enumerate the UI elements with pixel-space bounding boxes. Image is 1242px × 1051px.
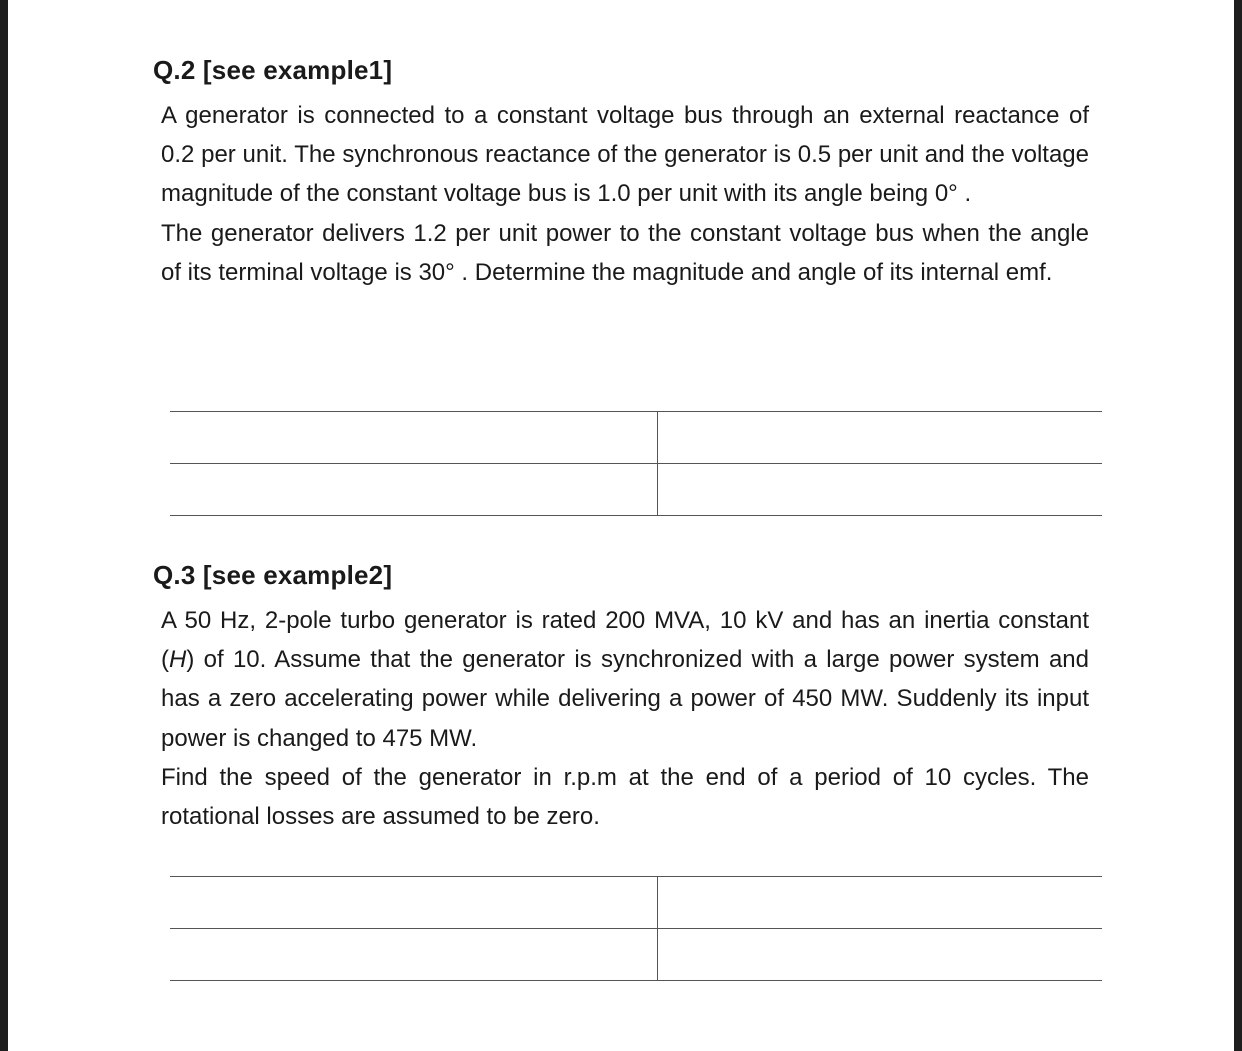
question-2-paragraph-1: A generator is connected to a constant voltage bus through an external reactance of 0.2 per unit. The synchronous reactance of the generator is 0.5 per unit and the voltage magnitude of the constant voltage bus is 1.0 per unit with its angle being 0° . [161, 102, 1089, 208]
inertia-symbol: H [169, 646, 187, 674]
answer-cell-r2-c2[interactable] [658, 929, 1102, 980]
table-rule-bottom [170, 515, 1102, 516]
answer-cell-r2-c1[interactable] [170, 929, 657, 980]
answer-cell-r1-c2[interactable] [658, 412, 1102, 463]
document-page [8, 0, 1234, 1051]
question-2-answer-table [170, 411, 1102, 515]
answer-cell-r2-c1[interactable] [170, 464, 657, 515]
question-3-answer-table [170, 876, 1102, 980]
answer-cell-r1-c1[interactable] [170, 412, 657, 463]
question-3-text-a: A 50 Hz, 2-pole turbo generator is rated 200 MVA, 10 kV and has an inertia constant ( [161, 607, 1089, 674]
answer-cell-r1-c1[interactable] [170, 877, 657, 928]
question-3-paragraph-2: Find the speed of the generator in r.p.m at the end of a period of 10 cycles. The rotational losses are assumed to be zero. [161, 763, 1089, 831]
question-3-heading: Q.3 [see example2] [153, 560, 393, 590]
question-2-heading: Q.2 [see example1] [153, 55, 393, 85]
question-2-paragraph-2: The generator delivers 1.2 per unit power to the constant voltage bus when the angle of its terminal voltage is 30° . Determine the magnitude and angle of its internal emf. [161, 219, 1089, 286]
question-3-paragraph-1 [161, 601, 1089, 758]
answer-cell-r2-c2[interactable] [658, 464, 1102, 515]
table-rule-bottom [170, 980, 1102, 981]
answer-cell-r1-c2[interactable] [658, 877, 1102, 928]
question-3-text-b: ) of 10. Assume that the generator is synchronized with a large power system and has a zero accelerating power while delivering a power of 450 MW. Suddenly its input power is changed to 475 MW. [161, 646, 1089, 752]
question-3-body [161, 601, 1089, 836]
question-2-body [161, 96, 1089, 292]
